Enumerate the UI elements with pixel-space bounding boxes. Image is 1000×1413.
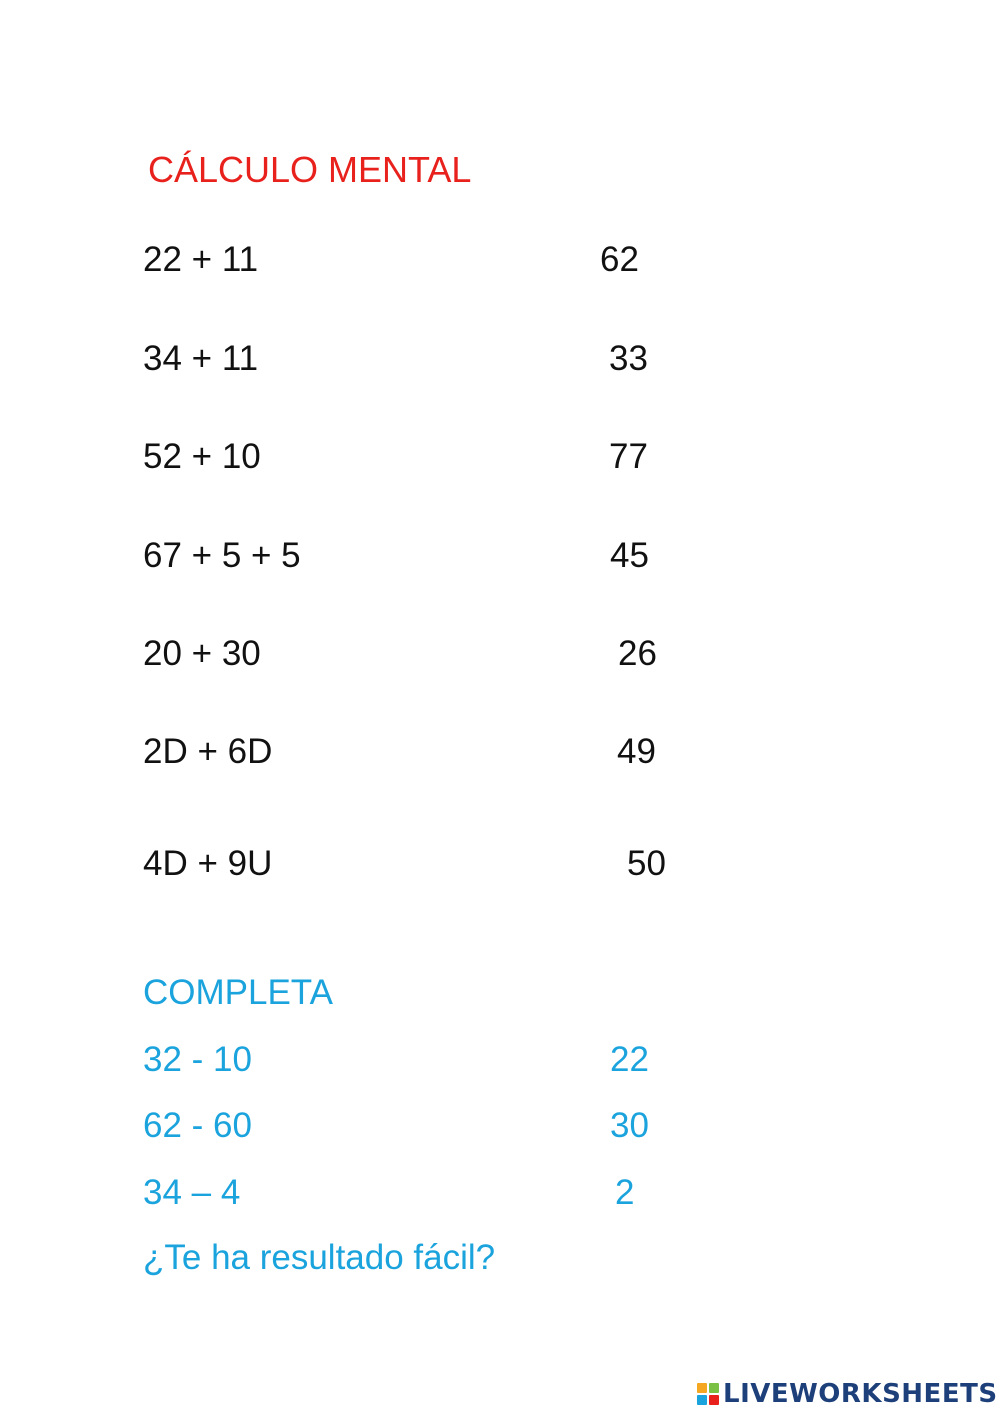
logo-square [709, 1383, 719, 1393]
logo-squares-icon [697, 1383, 719, 1405]
mental-operation: 22 + 11 [143, 240, 259, 279]
completa-answer: 30 [610, 1106, 649, 1145]
liveworksheets-logo [697, 1380, 998, 1408]
logo-square [697, 1383, 707, 1393]
mental-answer: 50 [627, 844, 666, 883]
mental-answer: 33 [609, 339, 648, 378]
worksheet-title: CÁLCULO MENTAL [148, 149, 472, 190]
logo-square [697, 1395, 707, 1405]
logo-text: LIVEWORKSHEETS [723, 1379, 998, 1409]
logo-square [709, 1395, 719, 1405]
completa-operation: 62 - 60 [143, 1106, 252, 1145]
mental-answer: 77 [609, 437, 648, 476]
mental-operation: 52 + 10 [143, 437, 261, 476]
mental-answer: 45 [610, 536, 649, 575]
completa-answer: 22 [610, 1040, 649, 1079]
mental-operation: 67 + 5 + 5 [143, 536, 301, 575]
mental-answer: 62 [600, 240, 639, 279]
mental-operation: 34 + 11 [143, 339, 259, 378]
mental-answer: 26 [618, 634, 657, 673]
completa-operation: 32 - 10 [143, 1040, 252, 1079]
mental-answer: 49 [617, 732, 656, 771]
completa-question: ¿Te ha resultado fácil? [143, 1238, 496, 1277]
mental-operation: 20 + 30 [143, 634, 261, 673]
completa-heading: COMPLETA [143, 973, 333, 1012]
completa-operation: 34 – 4 [143, 1173, 241, 1212]
completa-answer: 2 [615, 1173, 635, 1212]
mental-operation: 2D + 6D [143, 732, 273, 771]
mental-operation: 4D + 9U [143, 844, 273, 883]
